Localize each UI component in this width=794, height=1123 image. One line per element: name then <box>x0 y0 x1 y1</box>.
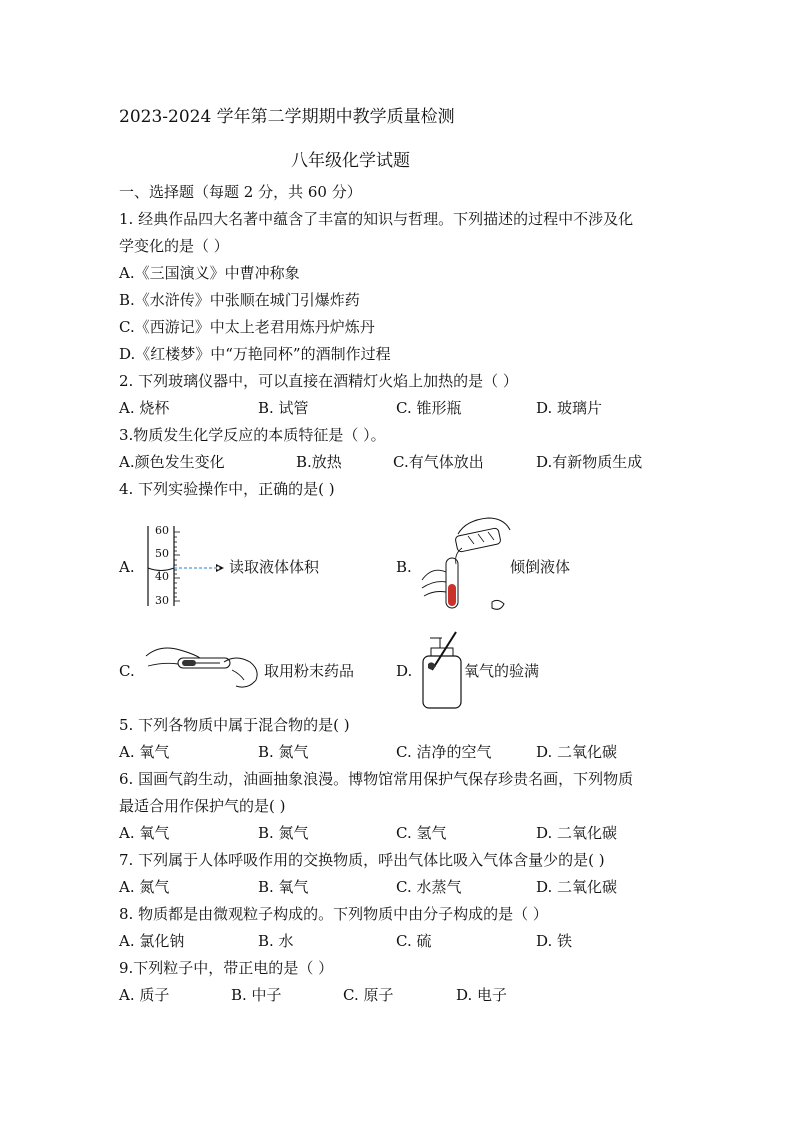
q4-figure-c-letter: C. <box>119 662 135 680</box>
cylinder-tick-50: 50 <box>155 547 169 560</box>
q6-option-c: C. 氢气 <box>396 824 447 842</box>
q7-option-d: D. 二氧化碳 <box>536 878 618 896</box>
q4-stem: 4. 下列实验操作中，正确的是( ) <box>119 480 335 498</box>
q7-stem: 7. 下列属于人体呼吸作用的交换物质，呼出气体比吸入气体含量少的是( ) <box>119 851 605 869</box>
q7-option-a: A. 氮气 <box>119 878 170 896</box>
q1-option-a: A.《三国演义》中曹冲称象 <box>119 264 300 282</box>
q2-option-b: B. 试管 <box>258 399 309 417</box>
q7-option-b: B. 氧气 <box>258 878 309 896</box>
q5-option-c: C. 洁净的空气 <box>396 743 492 761</box>
q1-stem-line1: 1. 经典作品四大名著中蕴含了丰富的知识与哲理。下列描述的过程中不涉及化 <box>119 210 634 228</box>
q4-figure-a-letter: A. <box>119 558 135 576</box>
q4-figure-b-caption: 倾倒液体 <box>510 558 571 576</box>
q9-option-a: A. 质子 <box>119 986 170 1004</box>
cylinder-tick-40: 40 <box>155 570 169 583</box>
q3-stem: 3.物质发生化学反应的本质特征是（ ）。 <box>119 426 386 444</box>
exam-subtitle: 八年级化学试题 <box>291 151 410 171</box>
q5-option-a: A. 氧气 <box>119 743 170 761</box>
q3-option-d: D.有新物质生成 <box>536 453 643 471</box>
q7-option-c: C. 水蒸气 <box>396 878 462 896</box>
section-heading: 一、选择题（每题 2 分，共 60 分） <box>119 183 362 201</box>
q3-option-b: B.放热 <box>296 453 342 471</box>
q9-stem: 9.下列粒子中，带正电的是（ ） <box>119 959 334 977</box>
q1-option-b: B.《水浒传》中张顺在城门引爆炸药 <box>119 291 360 309</box>
q6-option-a: A. 氧气 <box>119 824 170 842</box>
powder-taking-figure <box>140 640 264 698</box>
q4-figure-a-caption: 读取液体体积 <box>229 558 320 576</box>
q8-option-b: B. 水 <box>258 932 294 950</box>
q4-figure-d-letter: D. <box>396 662 413 680</box>
q4-figure-d-caption: 氧气的验满 <box>464 662 540 680</box>
oxygen-check-figure <box>418 630 466 710</box>
q2-stem: 2. 下列玻璃仪器中，可以直接在酒精灯火焰上加热的是（ ） <box>119 372 518 390</box>
cylinder-tick-30: 30 <box>155 594 169 607</box>
q9-option-b: B. 中子 <box>231 986 282 1004</box>
q1-option-c: C.《西游记》中太上老君用炼丹炉炼丹 <box>119 318 375 336</box>
q5-stem: 5. 下列各物质中属于混合物的是( ) <box>119 716 350 734</box>
q9-option-c: C. 原子 <box>343 986 394 1004</box>
q4-figure-c-caption: 取用粉末药品 <box>264 662 355 680</box>
q5-option-d: D. 二氧化碳 <box>536 743 618 761</box>
q9-option-d: D. 电子 <box>456 986 508 1004</box>
q2-option-c: C. 锥形瓶 <box>396 399 462 417</box>
q6-stem-line2: 最适合用作保护气的是( ) <box>119 797 286 815</box>
q2-option-a: A. 烧杯 <box>119 399 170 417</box>
q3-option-c: C.有气体放出 <box>393 453 484 471</box>
pouring-liquid-figure <box>418 514 514 618</box>
q8-option-d: D. 铁 <box>536 932 573 950</box>
q2-option-d: D. 玻璃片 <box>536 399 603 417</box>
exam-title: 2023-2024 学年第二学期期中教学质量检测 <box>119 107 455 127</box>
cylinder-tick-60: 60 <box>155 524 169 537</box>
q6-stem-line1: 6. 国画气韵生动，油画抽象浪漫。博物馆常用保护气保存珍贵名画，下列物质 <box>119 770 634 788</box>
q8-stem: 8. 物质都是由微观粒子构成的。下列物质中由分子构成的是（ ） <box>119 905 548 923</box>
graduated-cylinder-figure <box>138 524 230 608</box>
q8-option-c: C. 硫 <box>396 932 432 950</box>
q6-option-b: B. 氮气 <box>258 824 309 842</box>
q6-option-d: D. 二氧化碳 <box>536 824 618 842</box>
q5-option-b: B. 氮气 <box>258 743 309 761</box>
q3-option-a: A.颜色发生变化 <box>119 453 225 471</box>
q1-option-d: D.《红楼梦》中“万艳同杯”的酒制作过程 <box>119 345 391 363</box>
q4-figure-b-letter: B. <box>396 558 412 576</box>
q1-stem-line2: 学变化的是（ ） <box>119 237 229 255</box>
q8-option-a: A. 氯化钠 <box>119 932 185 950</box>
